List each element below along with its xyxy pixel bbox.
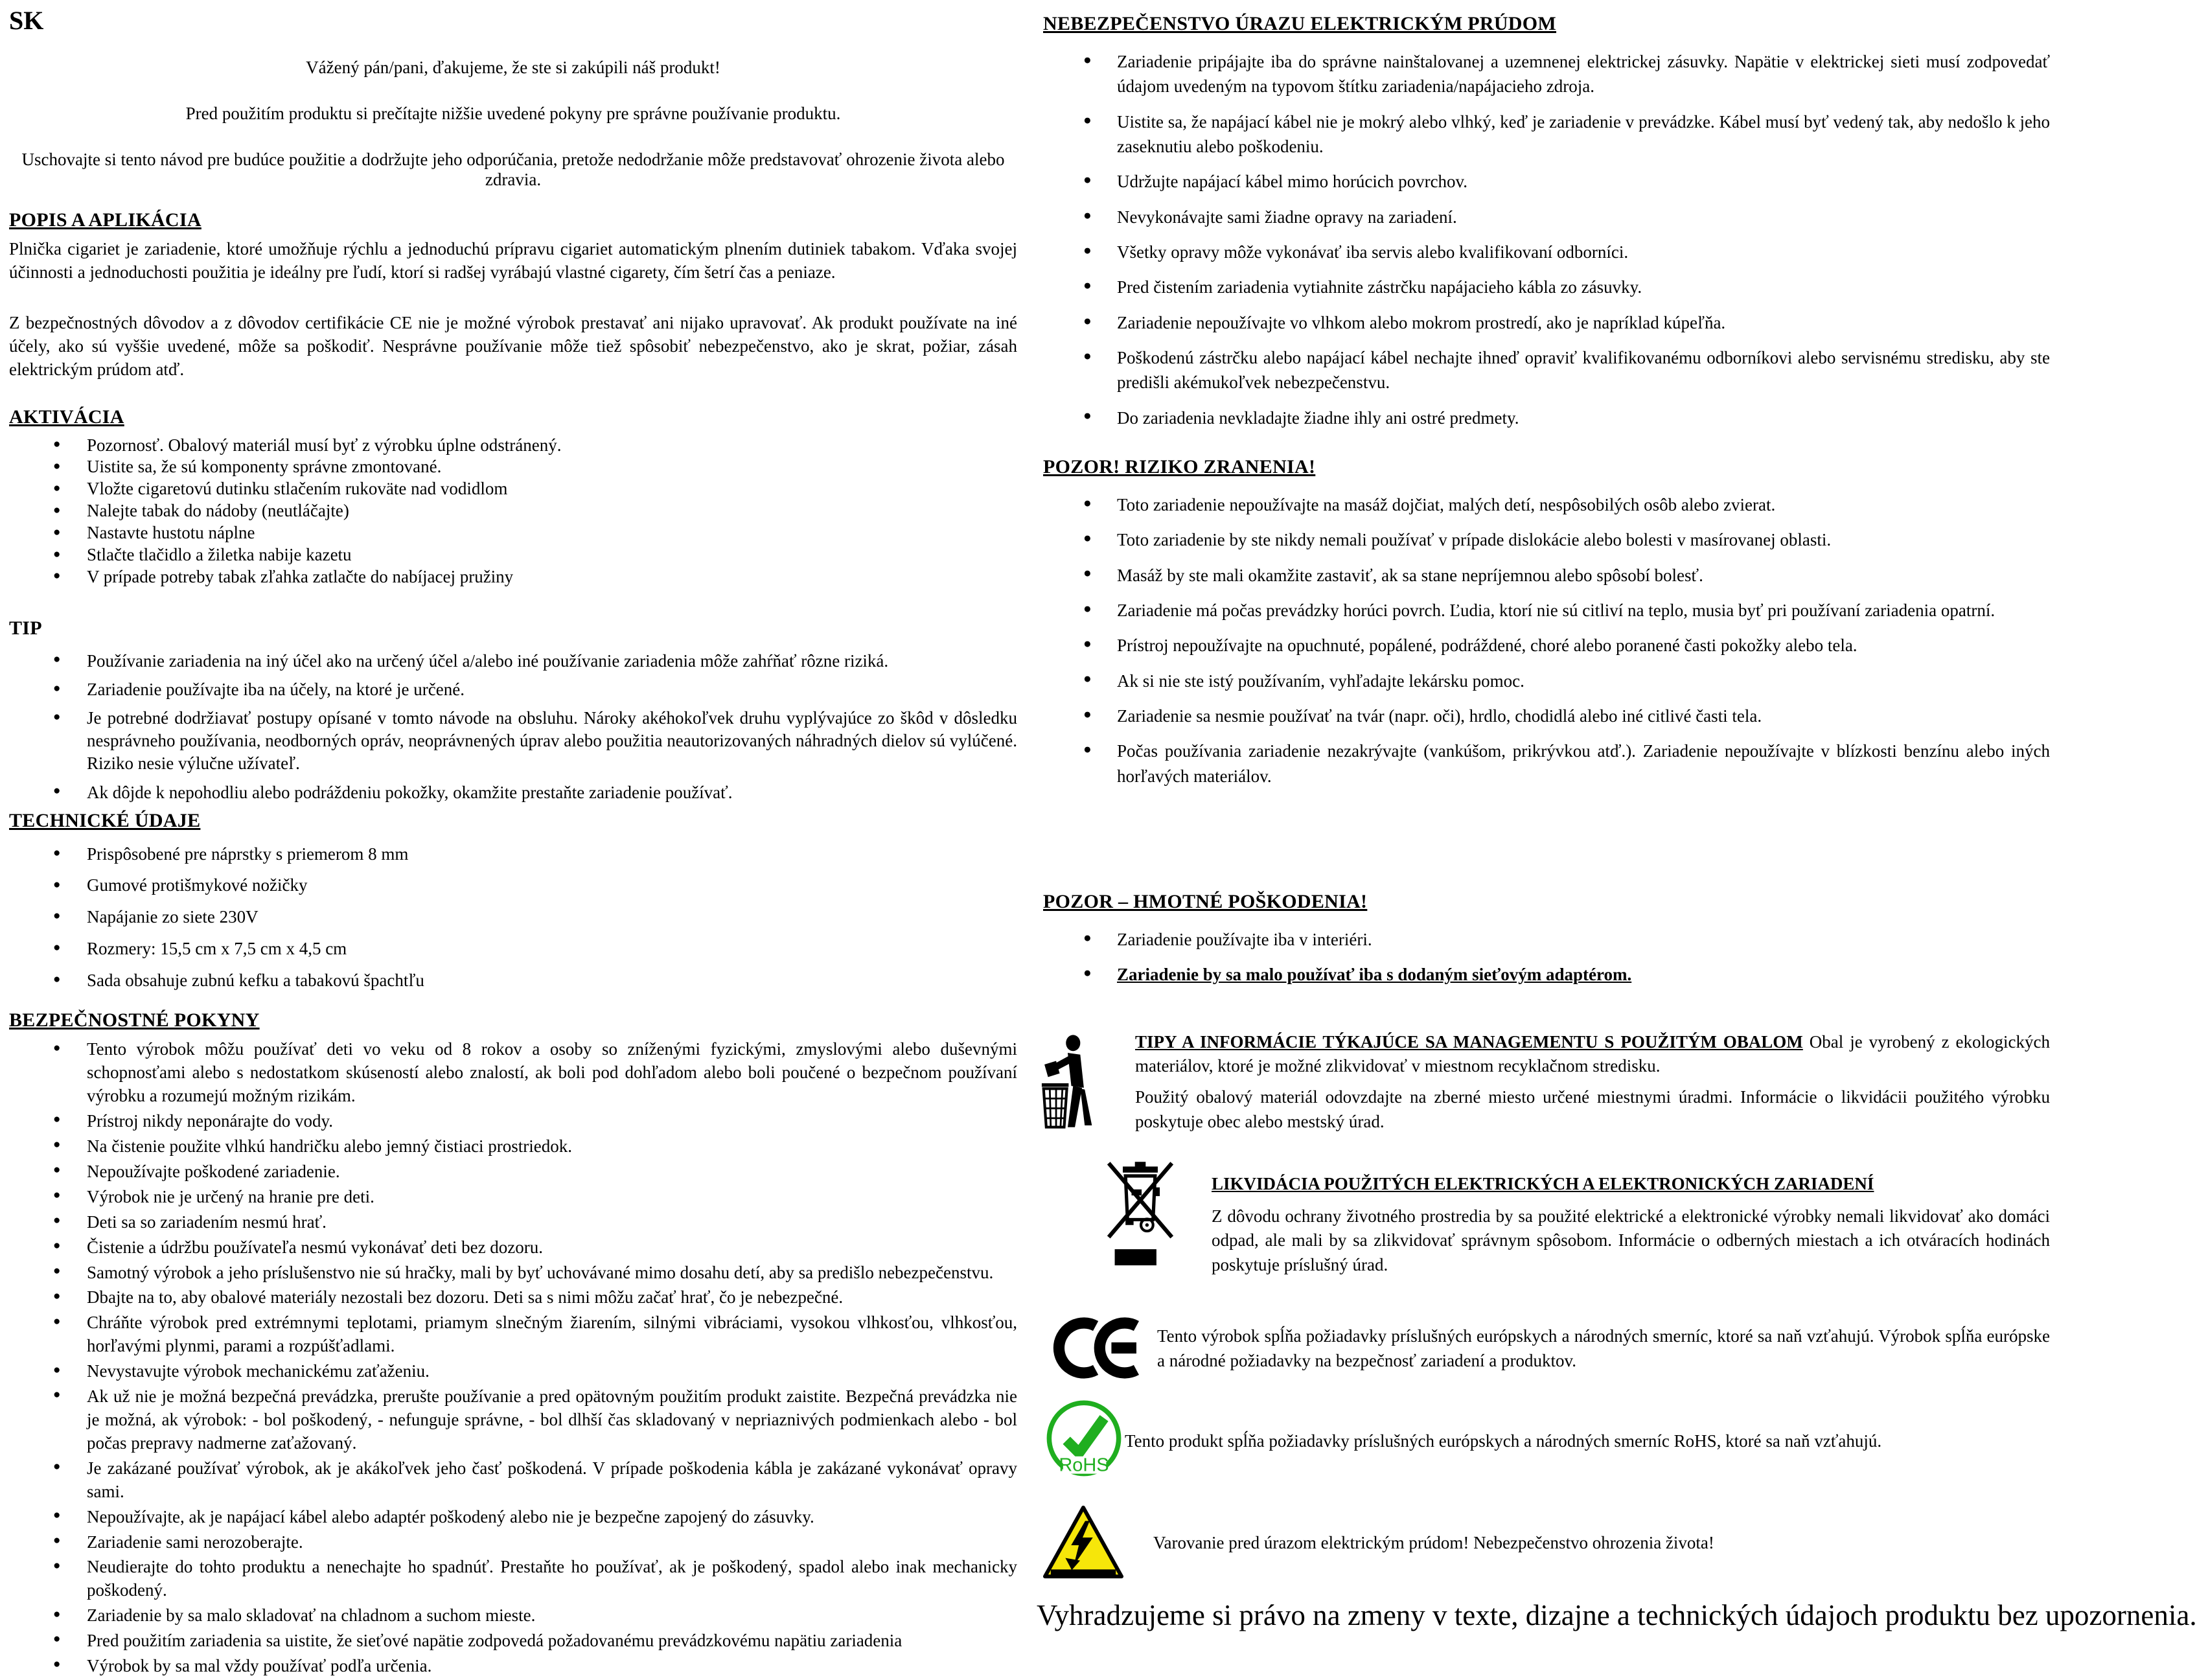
list-item: ● Udržujte napájací kábel mimo horúcich povrchov. [1117,169,2050,194]
elektricke-list [1037,49,2050,430]
list-item: ● Gumové protišmykové nožičky [87,875,1017,897]
list-item: ● Zariadenie sami nerozoberajte. [87,1531,1017,1554]
intro-line-1: Vážený pán/pani, ďakujeme, že ste si zakúpili náš produkt! [306,58,720,77]
technicke-list [9,844,1017,992]
packaging-paragraph-2: Použitý obalový materiál odovzdajte na zberné miesto určené miestnymi úradmi. Informácie o likvidácii použitého výrobku poskytuje obec alebo mestský úrad. [1135,1087,2050,1131]
list-item: ● Dbajte na to, aby obalové materiály nezostali bez dozoru. Deti sa s nimi môžu začať hrať, čo je nebezpečné. [87,1286,1017,1309]
section-title-zranenia: POZOR! RIZIKO ZRANENIA! [1043,455,1316,478]
vertical-spacer [1037,799,2050,869]
list-item: ● Napájanie zo siete 230V [87,906,1017,928]
list-item: ● Masáž by ste mali okamžite zastaviť, ak sa stane nepríjemnou alebo spôsobí bolesť. [1117,563,2050,588]
list-item: ● V prípade potreby tabak zľahka zatlačte do nabíjacej pružiny [87,566,1017,588]
list-item: ● Rozmery: 15,5 cm x 7,5 cm x 4,5 cm [87,938,1017,960]
list-item: ● Výrobok by sa mal vždy používať podľa určenia. [87,1655,1017,1678]
electric-warning-text: Varovanie pred úrazom elektrickým prúdom! Nebezpečenstvo ohrozenia života! [1153,1532,1714,1552]
rohs-icon [1046,1401,1122,1482]
list-item: ● Neudierajte do tohto produktu a nenechajte ho spadnúť. Prestaňte ho používať, ak je poškodený, spadol alebo inak mechanicky poškodený. [87,1556,1017,1602]
list-item: ● Ak si nie ste istý používaním, vyhľadajte lekársku pomoc. [1117,669,2050,693]
list-item: ● Zariadenie používajte iba v interiéri. [1117,927,2050,952]
left-column [9,4,1017,1680]
weee-text [1212,1172,2050,1284]
tip-list [9,650,1017,804]
electric-warning-block [1037,1504,2050,1586]
packaging-title: TIPY A INFORMÁCIE TÝKAJÚCE SA MANAGEMENTU S POUŽITÝM OBALOM [1135,1031,1803,1052]
list-item: ● Zariadenie by sa malo skladovať na chladnom a suchom mieste. [87,1604,1017,1628]
intro-line-3: Uschovajte si tento návod pre budúce použitie a dodržujte jeho odporúčania, pretože nedodržanie môže predstavovať ohrozenie života alebo zdravia. [21,150,1005,189]
language-code: SK [9,6,44,35]
list-item: ● Pozornosť. Obalový materiál musí byť z výrobku úplne odstránený. [87,435,1017,456]
list-item: ● Je zakázané používať výrobok, ak je akákoľvek jeho časť poškodená. V prípade poškodenia kábla je zakázané vykonávať opravy sami. [87,1457,1017,1504]
list-item: ● Ak dôjde k nepohodliu alebo podráždeniu pokožky, okamžite prestaňte zariadenie používať. [87,781,1017,804]
list-item: ● Všetky opravy môže vykonávať iba servis alebo kvalifikovaní odborníci. [1117,240,2050,264]
popis-paragraph-2: Z bezpečnostných dôvodov a z dôvodov certifikácie CE nie je možné výrobok prestavať ani nijako upravovať. Ak produkt používate na iné účely, ako sú vyššie uvedené, môže sa poškodiť. Nesprávne používanie môže tiež spôsobiť nebezpečenstvo, ako je skrat, požiar, zásah elektrickým prúdom atď. [9,312,1017,379]
list-item: ● Prístroj nepoužívajte na opuchnuté, popálené, podráždené, choré alebo poranené časti pokožky alebo tela. [1117,633,2050,658]
list-item: ● Samotný výrobok a jeho príslušenstvo nie sú hračky, mali by byť uchovávané mimo dosahu detí, aby sa predišlo nebezpečenstvu. [87,1261,1017,1285]
intro-line-2: Pred použitím produktu si prečítajte nižšie uvedené pokyny pre správne používanie produktu. [185,104,841,123]
aktivacia-list [9,435,1017,588]
zranenia-list [1037,492,2050,788]
list-item: ● Prístroj nikdy neponárajte do vody. [87,1110,1017,1133]
rohs-text: Tento produkt spĺňa požiadavky príslušných európskych a národných smerníc RoHS, ktoré sa naň vzťahujú. [1125,1431,1882,1451]
packaging-intro-text: Obal je vyrobený z ekologických materiálov, ktoré je možné zlikvidovať v miestnom recyklačnom stredisku. [1135,1031,2051,1076]
list-item: ● Toto zariadenie nepoužívajte na masáž dojčiat, malých detí, nespôsobilých osôb alebo zvierat. [1117,492,2050,517]
list-item: ● Čistenie a údržbu používateľa nesmú vykonávať deti bez dozoru. [87,1236,1017,1260]
weee-title: LIKVIDÁCIA POUŽITÝCH ELEKTRICKÝCH A ELEKTRONICKÝCH ZARIADENÍ [1212,1173,1874,1193]
poskodenia-list [1037,927,2050,987]
rohs-label: RoHS [1059,1455,1109,1476]
weee-paragraph: Z dôvodu ochrany životného prostredia by sa použité elektrické a elektronické výrobky nemali likvidovať ako domáci odpad, ale mali by sa zlikvidovať správnym spôsobom. Informácie o odberných miestach a ich otváracích hodinách poskytuje príslušný úrad. [1212,1206,2050,1275]
list-item: ● Poškodenú zástrčku alebo napájací kábel nechajte ihneď opraviť kvalifikovanému odborníkovi alebo servisnému stredisku, aby ste predišli akémukoľvek nebezpečenstvu. [1117,345,2050,395]
list-item: ● Nalejte tabak do nádoby (neutláčajte) [87,500,1017,522]
popis-paragraph-1: Plnička cigariet je zariadenie, ktoré umožňuje rýchlu a jednoduchú prípravu cigariet automatickým plnením dutiniek tabakom. Vďaka svojej účinnosti a jednoduchosti použitia je ideálny pre ľudí, ktorí si radšej vyrábajú vlastné cigarety, čím šetrí čas a peniaze. [9,239,1017,282]
section-title-technicke: TECHNICKÉ ÚDAJE [9,809,201,831]
list-item: ● Uistite sa, že sú komponenty správne zmontované. [87,456,1017,478]
list-item: ● Deti sa so zariadením nesmú hrať. [87,1211,1017,1234]
list-item: ● Je potrebné dodržiavať postupy opísané v tomto návode na obsluhu. Nároky akéhokoľvek druhu vyplývajúce zo škôd v dôsledku nesprávneho používania, neodborných opráv, neoprávnených úprav alebo použitia neautorizovaných náhradných dielov sú vylúčené. Riziko nesie výlučne užívateľ. [87,707,1017,775]
list-item: ● Zariadenie nepoužívajte vo vlhkom alebo mokrom prostredí, ako je napríklad kúpeľňa. [1117,310,2050,335]
list-item: ● Chráňte výrobok pred extrémnymi teplotami, priamym slnečným žiarením, silnými vibráciami, vysokou vlhkosťou, vlhkosťou, horľavými plynmi, parami a rozpúšťadlami. [87,1311,1017,1358]
recycling-tidyman-icon [1041,1034,1095,1137]
list-item: ● Nevystavujte výrobok mechanickému zaťaženiu. [87,1360,1017,1383]
packaging-paragraph-1 [1135,1030,2050,1079]
list-item: ● Tento výrobok môžu používať deti vo veku od 8 rokov a osoby so zníženými fyzickými, zmyslovými alebo duševnými schopnosťami alebo s nedostatkom skúseností alebo znalostí, ak boli pod dohľadom alebo boli poučené o bezpečnom používaní výrobku a rozumejú možným rizikám. [87,1038,1017,1108]
ce-text: Tento výrobok spĺňa požiadavky príslušných európskych a národných smerníc, ktoré sa naň vzťahujú. Výrobok spĺňa európske a národné požiadavky na bezpečnosť zariadení a produktov. [1157,1326,2050,1370]
section-title-popis: POPIS A APLIKÁCIA [9,209,201,231]
rohs-compliance-block [1037,1401,2050,1482]
list-item: ● Zariadenie pripájajte iba do správne nainštalovanej a uzemnenej elektrickej zásuvky. Napätie v elektrickej sieti musí zodpovedať údajom uvedeným na typovom štítku zariadenia/napájacieho zdroja. [1117,49,2050,99]
packaging-info-block [1037,1030,2050,1141]
packaging-info-text [1135,1030,2050,1141]
list-item: ● Zariadenie má počas prevádzky horúci povrch. Ľudia, ktorí nie sú citliví na teplo, musia byť pri používaní zariadenia opatrní. [1117,598,2050,623]
list-item: ● Sada obsahuje zubnú kefku a tabakovú špachtľu [87,970,1017,992]
list-item: ● Nepoužívajte, ak je napájací kábel alebo adaptér poškodený alebo nie je bezpečne zapojený do zásuvky. [87,1506,1017,1529]
section-title-poskodenia: POZOR – HMOTNÉ POŠKODENIA! [1043,890,1368,912]
list-item: ● Výrobok nie je určený na hranie pre deti. [87,1186,1017,1209]
section-title-bezpecnostne: BEZPEČNOSTNÉ POKYNY [9,1009,260,1031]
section-title-elektricke: NEBEZPEČENSTVO ÚRAZU ELEKTRICKÝM PRÚDOM [1043,13,1557,34]
list-item: ● Počas používania zariadenie nezakrývajte (vankúšom, prikrývkou atď.). Zariadenie nepoužívajte v blízkosti benzínu alebo iných horľavých materiálov. [1117,739,2050,788]
weee-crossed-bin-icon [1107,1158,1174,1270]
section-title-tip: TIP [9,617,42,639]
list-item: ● Na čistenie použite vlhkú handričku alebo jemný čistiaci prostriedok. [87,1135,1017,1158]
high-voltage-warning-icon [1042,1504,1125,1586]
list-item: ● Pred použitím zariadenia sa uistite, že sieťové napätie zodpovedá požadovanému prevádzkovému napätiu zariadenia [87,1629,1017,1653]
list-item: ● Uistite sa, že napájací kábel nie je mokrý alebo vlhký, keď je zariadenie v prevádzke. Kábel musí byť vedený tak, aby nedošlo k jeho zaseknutiu alebo poškodeniu. [1117,109,2050,159]
list-item: ● Do zariadenia nevkladajte žiadne ihly ani ostré predmety. [1117,406,2050,430]
list-item: ● Prispôsobené pre náprstky s priemerom 8 mm [87,844,1017,866]
bezpecnostne-list [9,1038,1017,1678]
weee-disposal-block [1037,1158,2050,1284]
right-column [1037,4,2197,1633]
list-item: ● Zariadenie sa nesmie používať na tvár (napr. oči), hrdlo, chodidlá alebo iné citlivé časti tela. [1117,704,2050,728]
list-item: ● Toto zariadenie by ste nikdy nemali používať v prípade dislokácie alebo bolesti v masírovanej oblasti. [1117,527,2050,552]
rights-reserved-note: Vyhradzujeme si právo na zmeny v texte, dizajne a technických údajoch produktu bez upozornenia. [1037,1598,2197,1631]
list-item: ● Vložte cigaretovú dutinku stlačením rukoväte nad vodidlom [87,478,1017,500]
list-item: ● Nastavte hustotu náplne [87,522,1017,544]
ce-mark-icon [1041,1317,1139,1384]
list-item: ● Nevykonávajte sami žiadne opravy na zariadení. [1117,205,2050,229]
list-item: ● Používanie zariadenia na iný účel ako na určený účel a/alebo iné používanie zariadenia môže zahŕňať rôzne riziká. [87,650,1017,673]
list-item: ● Stlačte tlačidlo a žiletka nabije kazetu [87,544,1017,566]
list-item-adapter-warning: ● Zariadenie by sa malo používať iba s dodaným sieťovým adaptérom. [1117,962,2050,987]
section-title-aktivacia: AKTIVÁCIA [9,406,124,428]
list-item: ● Zariadenie používajte iba na účely, na ktoré je určené. [87,678,1017,701]
list-item: ● Ak už nie je možná bezpečná prevádzka, prerušte používanie a pred opätovným použitím produkt zaistite. Bezpečná prevádzka nie je možná, ak výrobok: - bol poškodený, - nefunguje správne, - bol dlhší čas skladovaný v nepriaznivých podmienkach alebo - bol počas prepravy nadmerne zaťažovaný. [87,1385,1017,1455]
list-item: ● Nepoužívajte poškodené zariadenie. [87,1160,1017,1184]
list-item: ● Pred čistením zariadenia vytiahnite zástrčku napájacieho kábla zo zásuvky. [1117,275,2050,299]
ce-compliance-block [1037,1317,2050,1384]
